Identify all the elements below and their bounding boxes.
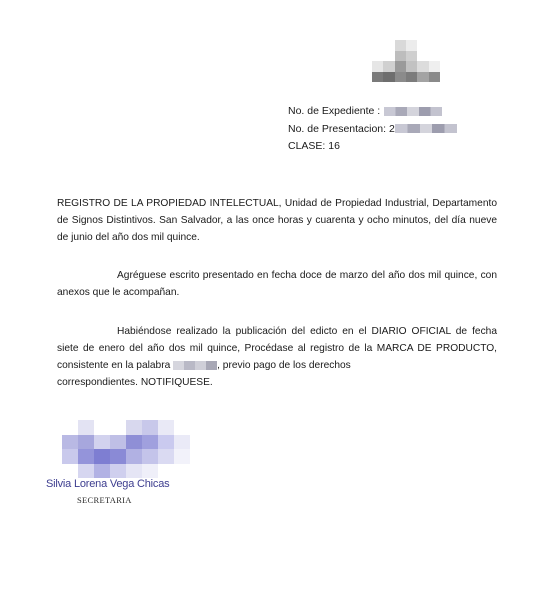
presentacion-row xyxy=(288,121,457,139)
redacted-word xyxy=(173,361,217,370)
clase-row: CLASE: 16 xyxy=(288,140,340,152)
expediente-label: No. de Expediente : xyxy=(288,105,381,117)
expediente-redacted xyxy=(384,107,442,116)
paragraph-agreguese-text: Agréguese escrito presentado en fecha doce de marzo del año dos mil quince, con anexos que le acompañan. xyxy=(57,270,497,298)
file-metadata xyxy=(288,103,457,156)
redacted-stamp xyxy=(372,40,440,82)
paragraph-publicacion-end: correspondientes. NOTIFIQUESE. xyxy=(57,377,213,388)
redacted-signature xyxy=(62,420,190,478)
presentacion-label: No. de Presentacion: xyxy=(288,122,387,135)
presentacion-redacted xyxy=(395,124,457,133)
expediente-row xyxy=(288,103,457,121)
paragraph-publicacion-after: , previo pago de los derechos xyxy=(217,360,351,371)
signature-title: SECRETARIA xyxy=(77,495,132,505)
signature-name: Silvia Lorena Vega Chicas xyxy=(46,478,170,490)
presentacion-number: 2 xyxy=(388,122,395,135)
paragraph-publicacion xyxy=(57,323,497,391)
paragraph-agreguese xyxy=(57,267,497,301)
paragraph-registro: REGISTRO DE LA PROPIEDAD INTELECTUAL, Unidad de Propiedad Industrial, Departamento de Signos Distintivos. San Salvador, a las once horas y cuarenta y ocho minutos, del día nueve de junio del año dos mil quince. xyxy=(57,198,497,243)
paragraph-publicacion-text: Habiéndose realizado la publicación del edicto en el DIARIO OFICIAL de fecha siete de enero del año dos mil quince, Procédase al registro de la MARCA DE PRODUCTO, consistente en la palabra xyxy=(57,326,497,371)
